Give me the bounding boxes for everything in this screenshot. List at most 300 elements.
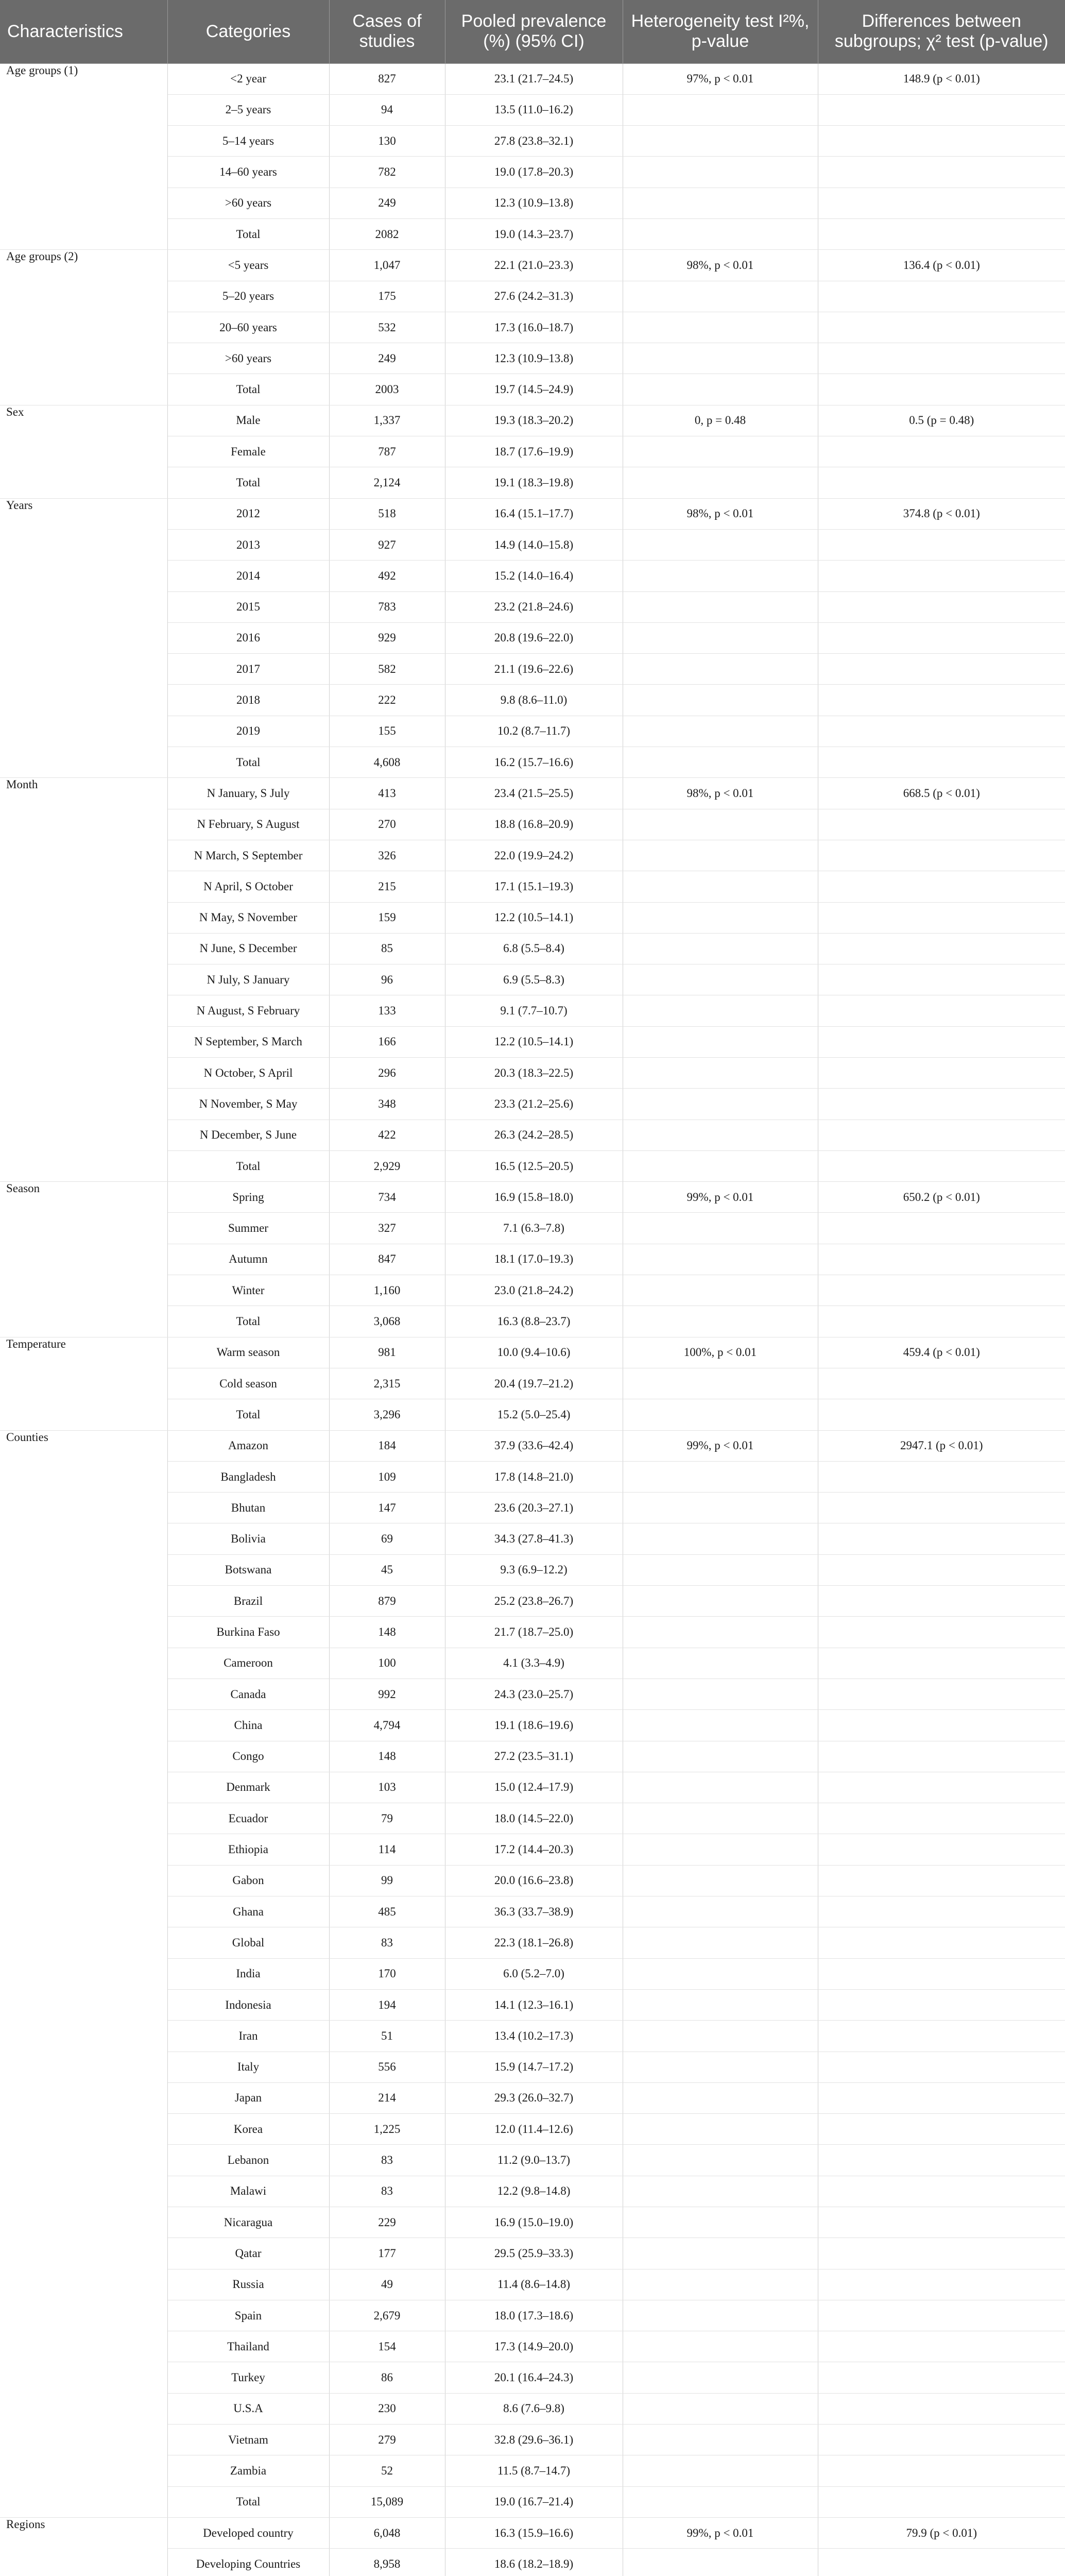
category-cell: Qatar — [167, 2238, 329, 2269]
heterogeneity-cell — [623, 188, 818, 218]
heterogeneity-cell — [623, 2362, 818, 2393]
difference-cell — [818, 2145, 1065, 2176]
difference-cell — [818, 1772, 1065, 1803]
table-header-row — [0, 0, 1065, 63]
category-cell: 2014 — [167, 561, 329, 591]
cases-cell: 49 — [329, 2269, 445, 2300]
cases-cell: 4,794 — [329, 1710, 445, 1741]
category-cell: 2015 — [167, 591, 329, 622]
heterogeneity-cell — [623, 1275, 818, 1306]
prevalence-cell: 19.0 (17.8–20.3) — [445, 157, 623, 188]
difference-cell — [818, 1150, 1065, 1181]
prevalence-cell: 23.2 (21.8–24.6) — [445, 591, 623, 622]
difference-cell — [818, 685, 1065, 716]
heterogeneity-cell: 97%, p < 0.01 — [623, 63, 818, 94]
heterogeneity-cell — [623, 2207, 818, 2238]
prevalence-cell: 6.8 (5.5–8.4) — [445, 933, 623, 964]
category-cell: Malawi — [167, 2176, 329, 2207]
cases-cell: 175 — [329, 281, 445, 312]
cases-cell: 83 — [329, 2145, 445, 2176]
category-cell: Total — [167, 218, 329, 249]
category-cell: Warm season — [167, 1337, 329, 1368]
prevalence-cell: 17.3 (14.9–20.0) — [445, 2331, 623, 2362]
category-cell: Vietnam — [167, 2425, 329, 2455]
prevalence-cell: 17.1 (15.1–19.3) — [445, 871, 623, 902]
difference-cell — [818, 218, 1065, 249]
prevalence-cell: 14.9 (14.0–15.8) — [445, 529, 623, 560]
prevalence-cell: 18.0 (17.3–18.6) — [445, 2300, 623, 2331]
difference-cell — [818, 2207, 1065, 2238]
category-cell: N June, S December — [167, 933, 329, 964]
heterogeneity-cell — [623, 2114, 818, 2145]
cases-cell: 184 — [329, 1430, 445, 1461]
heterogeneity-cell — [623, 1648, 818, 1679]
prevalence-cell: 18.6 (18.2–18.9) — [445, 2549, 623, 2576]
difference-cell — [818, 188, 1065, 218]
prevalence-cell: 20.8 (19.6–22.0) — [445, 622, 623, 653]
prevalence-cell: 16.3 (8.8–23.7) — [445, 1306, 623, 1337]
prevalence-cell: 22.3 (18.1–26.8) — [445, 1927, 623, 1958]
prevalence-cell: 9.1 (7.7–10.7) — [445, 995, 623, 1026]
category-cell: N November, S May — [167, 1089, 329, 1120]
prevalence-cell: 29.3 (26.0–32.7) — [445, 2082, 623, 2113]
heterogeneity-cell — [623, 1150, 818, 1181]
difference-cell — [818, 964, 1065, 995]
cases-cell: 170 — [329, 1958, 445, 1989]
cases-cell: 3,296 — [329, 1399, 445, 1430]
cases-cell: 279 — [329, 2425, 445, 2455]
prevalence-cell: 25.2 (23.8–26.7) — [445, 1586, 623, 1617]
category-cell: Thailand — [167, 2331, 329, 2362]
heterogeneity-cell: 98%, p < 0.01 — [623, 250, 818, 281]
heterogeneity-cell — [623, 902, 818, 933]
category-cell: 2016 — [167, 622, 329, 653]
heterogeneity-cell: 100%, p < 0.01 — [623, 1337, 818, 1368]
category-cell: Indonesia — [167, 1989, 329, 2020]
difference-cell — [818, 1461, 1065, 1492]
table-row — [0, 1430, 1065, 1461]
difference-cell — [818, 1089, 1065, 1120]
category-cell: 2012 — [167, 498, 329, 529]
category-cell: Iran — [167, 2021, 329, 2052]
prevalence-cell: 8.6 (7.6–9.8) — [445, 2393, 623, 2424]
prevalence-cell: 23.6 (20.3–27.1) — [445, 1493, 623, 1523]
category-cell: 2018 — [167, 685, 329, 716]
difference-cell — [818, 1958, 1065, 1989]
heterogeneity-cell — [623, 1803, 818, 1834]
category-cell: 5–14 years — [167, 126, 329, 157]
cases-cell: 148 — [329, 1617, 445, 1648]
category-cell: Burkina Faso — [167, 1617, 329, 1648]
cases-cell: 96 — [329, 964, 445, 995]
category-cell: Total — [167, 747, 329, 778]
category-cell: Lebanon — [167, 2145, 329, 2176]
table-row — [0, 2517, 1065, 2548]
heterogeneity-cell — [623, 436, 818, 467]
cases-cell: 222 — [329, 685, 445, 716]
heterogeneity-cell — [623, 2238, 818, 2269]
category-cell: Male — [167, 405, 329, 436]
cases-cell: 783 — [329, 591, 445, 622]
difference-cell — [818, 1554, 1065, 1585]
category-cell: Spring — [167, 1182, 329, 1213]
difference-cell — [818, 871, 1065, 902]
heterogeneity-cell: 99%, p < 0.01 — [623, 2517, 818, 2548]
difference-cell: 668.5 (p < 0.01) — [818, 778, 1065, 809]
category-cell: Autumn — [167, 1244, 329, 1275]
category-cell: N July, S January — [167, 964, 329, 995]
prevalence-cell: 9.8 (8.6–11.0) — [445, 685, 623, 716]
prevalence-cell: 16.4 (15.1–17.7) — [445, 498, 623, 529]
prevalence-cell: 12.2 (10.5–14.1) — [445, 1026, 623, 1057]
difference-cell — [818, 2425, 1065, 2455]
difference-cell — [818, 809, 1065, 840]
category-cell: Female — [167, 436, 329, 467]
heterogeneity-cell — [623, 157, 818, 188]
heterogeneity-cell — [623, 343, 818, 374]
category-cell: Ethiopia — [167, 1834, 329, 1865]
heterogeneity-cell: 99%, p < 0.01 — [623, 1430, 818, 1461]
heterogeneity-cell — [623, 1927, 818, 1958]
category-cell: Japan — [167, 2082, 329, 2113]
difference-cell — [818, 1399, 1065, 1430]
prevalence-cell: 23.0 (21.8–24.2) — [445, 1275, 623, 1306]
difference-cell — [818, 1368, 1065, 1399]
prevalence-cell: 13.4 (10.2–17.3) — [445, 2021, 623, 2052]
cases-cell: 929 — [329, 622, 445, 653]
cases-cell: 166 — [329, 1026, 445, 1057]
heterogeneity-cell — [623, 561, 818, 591]
prevalence-cell: 22.0 (19.9–24.2) — [445, 840, 623, 871]
category-cell: <2 year — [167, 63, 329, 94]
category-cell: Winter — [167, 1275, 329, 1306]
difference-cell — [818, 2176, 1065, 2207]
difference-cell — [818, 2269, 1065, 2300]
difference-cell — [818, 1803, 1065, 1834]
table-row — [0, 498, 1065, 529]
prevalence-cell: 19.7 (14.5–24.9) — [445, 374, 623, 405]
prevalence-cell: 23.3 (21.2–25.6) — [445, 1089, 623, 1120]
category-cell: Gabon — [167, 1865, 329, 1896]
difference-cell — [818, 747, 1065, 778]
cases-cell: 2,929 — [329, 1150, 445, 1181]
table-row — [0, 1182, 1065, 1213]
characteristic-cell: Years — [0, 498, 167, 778]
heterogeneity-cell — [623, 1617, 818, 1648]
prevalence-cell: 19.0 (16.7–21.4) — [445, 2486, 623, 2517]
heterogeneity-cell — [623, 1461, 818, 1492]
cases-cell: 556 — [329, 2052, 445, 2082]
cases-cell: 214 — [329, 2082, 445, 2113]
header-prevalence: Pooled prevalence (%) (95% CI) — [445, 0, 623, 63]
difference-cell — [818, 1306, 1065, 1337]
prevalence-cell: 12.2 (9.8–14.8) — [445, 2176, 623, 2207]
heterogeneity-cell — [623, 218, 818, 249]
category-cell: N August, S February — [167, 995, 329, 1026]
difference-cell: 2947.1 (p < 0.01) — [818, 1430, 1065, 1461]
prevalence-cell: 26.3 (24.2–28.5) — [445, 1120, 623, 1150]
heterogeneity-cell — [623, 2082, 818, 2113]
difference-cell — [818, 2486, 1065, 2517]
prevalence-cell: 10.0 (9.4–10.6) — [445, 1337, 623, 1368]
category-cell: 20–60 years — [167, 312, 329, 343]
category-cell: 2019 — [167, 716, 329, 747]
cases-cell: 734 — [329, 1182, 445, 1213]
cases-cell: 422 — [329, 1120, 445, 1150]
table-body — [0, 63, 1065, 2576]
cases-cell: 109 — [329, 1461, 445, 1492]
heterogeneity-cell — [623, 94, 818, 125]
category-cell: Total — [167, 374, 329, 405]
heterogeneity-cell — [623, 467, 818, 498]
header-cases: Cases of studies — [329, 0, 445, 63]
difference-cell — [818, 1058, 1065, 1089]
prevalence-cell: 29.5 (25.9–33.3) — [445, 2238, 623, 2269]
heterogeneity-cell — [623, 281, 818, 312]
difference-cell — [818, 1026, 1065, 1057]
characteristic-cell: Sex — [0, 405, 167, 498]
category-cell: N October, S April — [167, 1058, 329, 1089]
cases-cell: 1,225 — [329, 2114, 445, 2145]
cases-cell: 83 — [329, 1927, 445, 1958]
heterogeneity-cell — [623, 2455, 818, 2486]
category-cell: 2013 — [167, 529, 329, 560]
heterogeneity-cell — [623, 529, 818, 560]
category-cell: China — [167, 1710, 329, 1741]
difference-cell — [818, 467, 1065, 498]
category-cell: Total — [167, 1150, 329, 1181]
difference-cell — [818, 2052, 1065, 2082]
heterogeneity-cell — [623, 1896, 818, 1927]
difference-cell — [818, 1493, 1065, 1523]
heterogeneity-cell — [623, 1679, 818, 1709]
prevalence-cell: 18.7 (17.6–19.9) — [445, 436, 623, 467]
difference-cell — [818, 2549, 1065, 2576]
category-cell: Congo — [167, 1741, 329, 1772]
prevalence-cell: 10.2 (8.7–11.7) — [445, 716, 623, 747]
heterogeneity-cell — [623, 1213, 818, 1244]
category-cell: Bolivia — [167, 1523, 329, 1554]
difference-cell — [818, 374, 1065, 405]
difference-cell — [818, 995, 1065, 1026]
heterogeneity-cell — [623, 1493, 818, 1523]
cases-cell: 348 — [329, 1089, 445, 1120]
heterogeneity-cell — [623, 1865, 818, 1896]
cases-cell: 2,679 — [329, 2300, 445, 2331]
cases-cell: 99 — [329, 1865, 445, 1896]
cases-cell: 3,068 — [329, 1306, 445, 1337]
table-row — [0, 1337, 1065, 1368]
heterogeneity-cell — [623, 1523, 818, 1554]
cases-cell: 2003 — [329, 374, 445, 405]
cases-cell: 326 — [329, 840, 445, 871]
heterogeneity-cell — [623, 809, 818, 840]
heterogeneity-cell — [623, 1989, 818, 2020]
difference-cell: 136.4 (p < 0.01) — [818, 250, 1065, 281]
cases-cell: 100 — [329, 1648, 445, 1679]
difference-cell — [818, 1834, 1065, 1865]
cases-cell: 327 — [329, 1213, 445, 1244]
heterogeneity-cell — [623, 1772, 818, 1803]
prevalence-cell: 17.8 (14.8–21.0) — [445, 1461, 623, 1492]
prevalence-cell: 19.1 (18.3–19.8) — [445, 467, 623, 498]
category-cell: Bhutan — [167, 1493, 329, 1523]
prevalence-cell: 16.3 (15.9–16.6) — [445, 2517, 623, 2548]
prevalence-cell: 34.3 (27.8–41.3) — [445, 1523, 623, 1554]
difference-cell — [818, 840, 1065, 871]
difference-cell — [818, 1896, 1065, 1927]
difference-cell — [818, 1679, 1065, 1709]
heterogeneity-cell — [623, 2549, 818, 2576]
prevalence-cell: 24.3 (23.0–25.7) — [445, 1679, 623, 1709]
cases-cell: 6,048 — [329, 2517, 445, 2548]
category-cell: 2–5 years — [167, 94, 329, 125]
heterogeneity-cell — [623, 2486, 818, 2517]
difference-cell — [818, 1648, 1065, 1679]
difference-cell — [818, 157, 1065, 188]
cases-cell: 2,315 — [329, 1368, 445, 1399]
difference-cell — [818, 622, 1065, 653]
heterogeneity-cell — [623, 871, 818, 902]
heterogeneity-cell — [623, 1058, 818, 1089]
cases-cell: 518 — [329, 498, 445, 529]
prevalence-cell: 19.0 (14.3–23.7) — [445, 218, 623, 249]
prevalence-cell: 27.6 (24.2–31.3) — [445, 281, 623, 312]
heterogeneity-cell — [623, 1120, 818, 1150]
characteristic-cell: Regions — [0, 2517, 167, 2576]
category-cell: Korea — [167, 2114, 329, 2145]
difference-cell — [818, 312, 1065, 343]
category-cell: Total — [167, 1399, 329, 1430]
category-cell: Total — [167, 467, 329, 498]
table-row — [0, 250, 1065, 281]
cases-cell: 927 — [329, 529, 445, 560]
difference-cell — [818, 126, 1065, 157]
heterogeneity-cell — [623, 2052, 818, 2082]
cases-cell: 230 — [329, 2393, 445, 2424]
category-cell: Bangladesh — [167, 1461, 329, 1492]
prevalence-cell: 18.8 (16.8–20.9) — [445, 809, 623, 840]
prevalence-cell: 27.8 (23.8–32.1) — [445, 126, 623, 157]
prevalence-cell: 32.8 (29.6–36.1) — [445, 2425, 623, 2455]
heterogeneity-cell — [623, 1306, 818, 1337]
cases-cell: 177 — [329, 2238, 445, 2269]
heterogeneity-cell — [623, 622, 818, 653]
difference-cell: 0.5 (p = 0.48) — [818, 405, 1065, 436]
cases-cell: 827 — [329, 63, 445, 94]
category-cell: Total — [167, 1306, 329, 1337]
prevalence-cell: 6.9 (5.5–8.3) — [445, 964, 623, 995]
cases-cell: 1,047 — [329, 250, 445, 281]
prevalence-cell: 15.2 (14.0–16.4) — [445, 561, 623, 591]
heterogeneity-cell — [623, 933, 818, 964]
prevalence-cell: 19.3 (18.3–20.2) — [445, 405, 623, 436]
difference-cell — [818, 94, 1065, 125]
heterogeneity-cell — [623, 1368, 818, 1399]
category-cell: Developed country — [167, 2517, 329, 2548]
cases-cell: 148 — [329, 1741, 445, 1772]
prevalence-cell: 16.9 (15.0–19.0) — [445, 2207, 623, 2238]
difference-cell — [818, 1213, 1065, 1244]
characteristic-cell: Season — [0, 1182, 167, 1337]
difference-cell — [818, 2021, 1065, 2052]
header-characteristics: Characteristics — [0, 0, 167, 63]
heterogeneity-cell — [623, 312, 818, 343]
characteristic-cell: Temperature — [0, 1337, 167, 1430]
difference-cell — [818, 2114, 1065, 2145]
difference-cell — [818, 1989, 1065, 2020]
cases-cell: 215 — [329, 871, 445, 902]
cases-cell: 270 — [329, 809, 445, 840]
table-row — [0, 778, 1065, 809]
category-cell: Nicaragua — [167, 2207, 329, 2238]
difference-cell — [818, 561, 1065, 591]
prevalence-cell: 23.1 (21.7–24.5) — [445, 63, 623, 94]
category-cell: >60 years — [167, 343, 329, 374]
category-cell: Cameroon — [167, 1648, 329, 1679]
difference-cell — [818, 1120, 1065, 1150]
category-cell: N March, S September — [167, 840, 329, 871]
heterogeneity-cell — [623, 591, 818, 622]
category-cell: N January, S July — [167, 778, 329, 809]
cases-cell: 229 — [329, 2207, 445, 2238]
category-cell: Italy — [167, 2052, 329, 2082]
prevalence-cell: 12.3 (10.9–13.8) — [445, 188, 623, 218]
prevalence-cell: 27.2 (23.5–31.1) — [445, 1741, 623, 1772]
heterogeneity-cell — [623, 1958, 818, 1989]
table-row — [0, 63, 1065, 94]
heterogeneity-cell — [623, 654, 818, 685]
prevalence-cell: 23.4 (21.5–25.5) — [445, 778, 623, 809]
category-cell: >60 years — [167, 188, 329, 218]
category-cell: N May, S November — [167, 902, 329, 933]
difference-cell — [818, 654, 1065, 685]
prevalence-cell: 11.4 (8.6–14.8) — [445, 2269, 623, 2300]
prevalence-cell: 6.0 (5.2–7.0) — [445, 1958, 623, 1989]
category-cell: Turkey — [167, 2362, 329, 2393]
heterogeneity-cell — [623, 840, 818, 871]
category-cell: Ghana — [167, 1896, 329, 1927]
category-cell: Russia — [167, 2269, 329, 2300]
cases-cell: 86 — [329, 2362, 445, 2393]
difference-cell — [818, 343, 1065, 374]
cases-cell: 51 — [329, 2021, 445, 2052]
heterogeneity-cell — [623, 2269, 818, 2300]
cases-cell: 2,124 — [329, 467, 445, 498]
prevalence-cell: 16.9 (15.8–18.0) — [445, 1182, 623, 1213]
heterogeneity-cell — [623, 1741, 818, 1772]
prevalence-cell: 20.4 (19.7–21.2) — [445, 1368, 623, 1399]
prevalence-cell: 12.3 (10.9–13.8) — [445, 343, 623, 374]
prevalence-cell: 4.1 (3.3–4.9) — [445, 1648, 623, 1679]
cases-cell: 782 — [329, 157, 445, 188]
cases-cell: 79 — [329, 1803, 445, 1834]
category-cell: N February, S August — [167, 809, 329, 840]
cases-cell: 133 — [329, 995, 445, 1026]
prevalence-cell: 12.2 (10.5–14.1) — [445, 902, 623, 933]
prevalence-cell: 14.1 (12.3–16.1) — [445, 1989, 623, 2020]
cases-cell: 4,608 — [329, 747, 445, 778]
category-cell: Brazil — [167, 1586, 329, 1617]
difference-cell: 459.4 (p < 0.01) — [818, 1337, 1065, 1368]
difference-cell — [818, 1741, 1065, 1772]
difference-cell — [818, 902, 1065, 933]
heterogeneity-cell — [623, 995, 818, 1026]
heterogeneity-cell — [623, 2331, 818, 2362]
prevalence-cell: 12.0 (11.4–12.6) — [445, 2114, 623, 2145]
difference-cell — [818, 436, 1065, 467]
category-cell: 5–20 years — [167, 281, 329, 312]
